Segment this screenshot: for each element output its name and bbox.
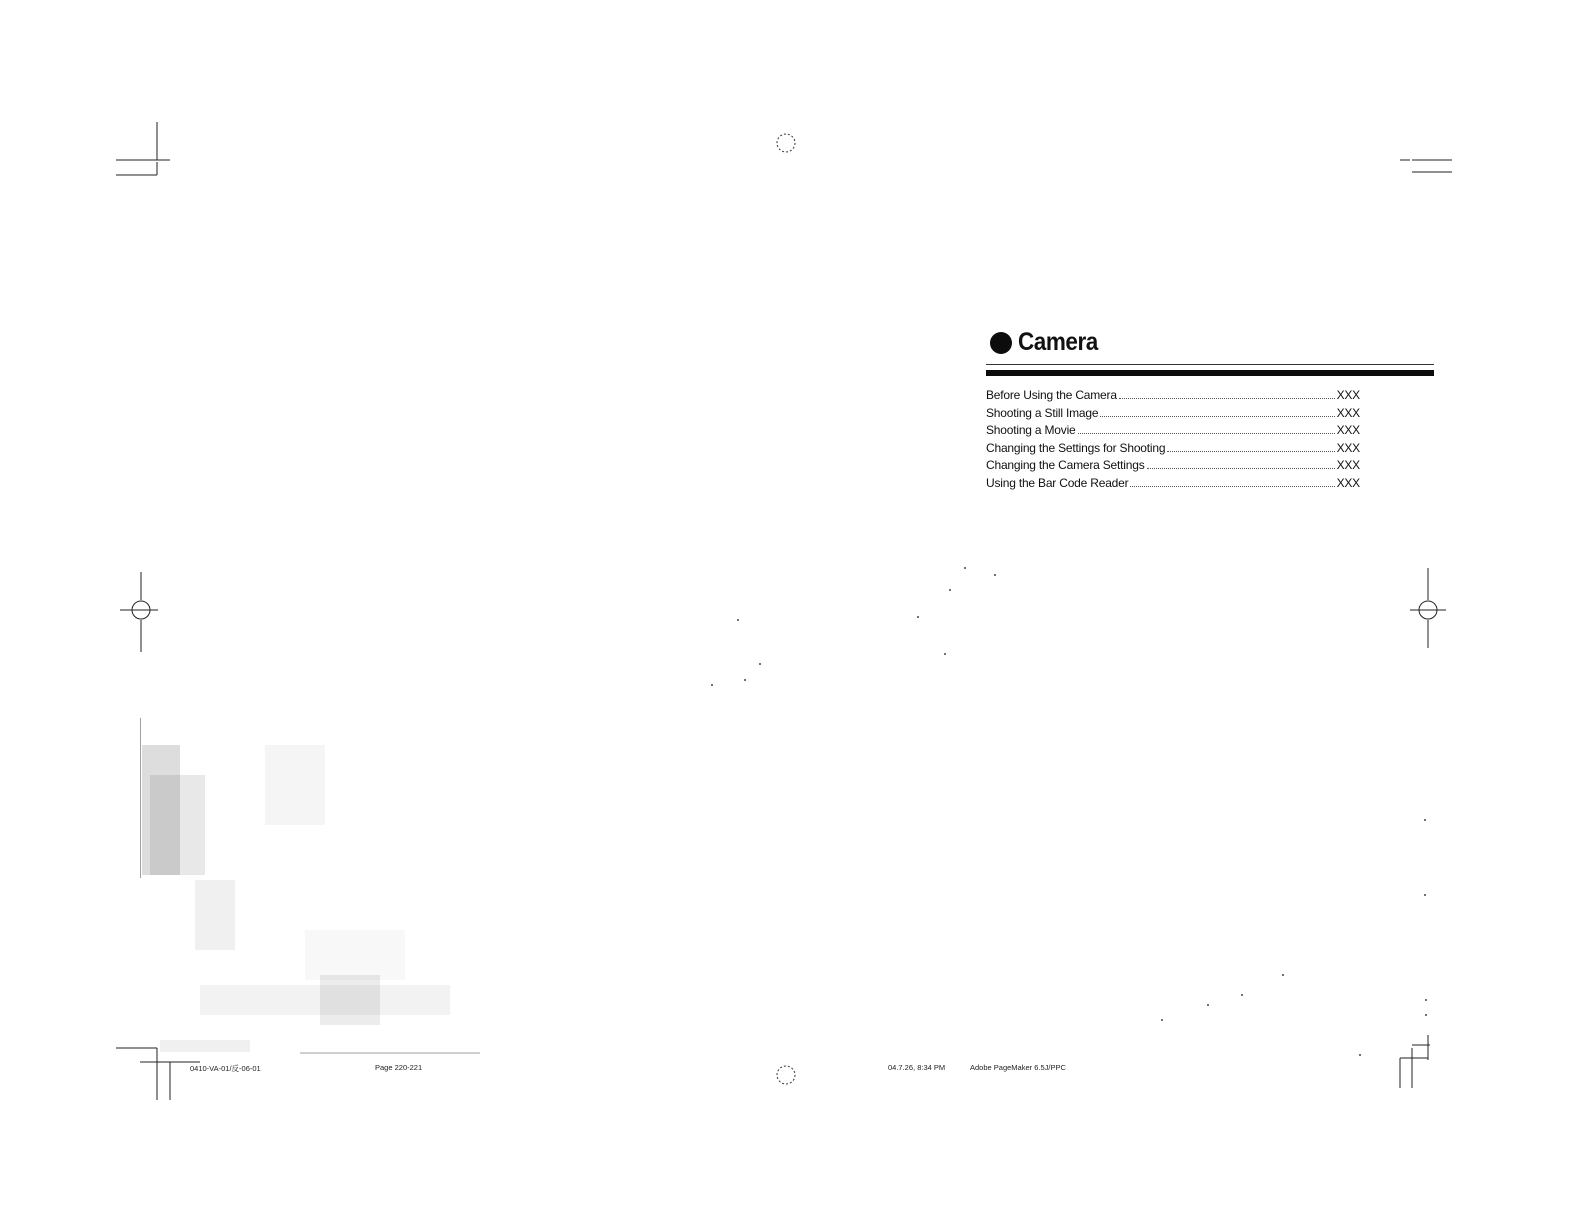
toc-entry-label: Shooting a Movie [986,423,1076,437]
dot-leader [1100,415,1334,417]
toc-entry[interactable] [986,406,1360,424]
slug-timestamp: 04.7.26, 8:34 PM [888,1063,946,1072]
toc-entry-page: XXX [1336,458,1360,472]
toc-entry[interactable] [986,441,1360,459]
table-of-contents [986,388,1360,493]
toc-entry[interactable] [986,388,1360,406]
slug-application: Adobe PageMaker 6.5J/PPC [970,1063,1066,1072]
toc-entry-page: XXX [1336,405,1360,420]
heading-rule-thin [986,364,1434,365]
slug-page-range: Page 220-221 [375,1063,423,1072]
registration-mark [777,1066,795,1084]
slug-file-id: 0410-VA-01/反-06-01 [190,1064,261,1073]
heading-rule-thick [986,370,1434,376]
toc-entry-label: Changing the Settings for Shooting [986,440,1166,455]
dot-leader [1078,432,1335,434]
toc-entry[interactable] [986,423,1360,441]
dot-leader [1130,485,1334,487]
toc-entry-label: Shooting a Still Image [986,405,1099,420]
registration-mark [777,134,795,152]
toc-entry-page: XXX [1336,423,1360,437]
dot-leader [1167,450,1334,452]
dot-leader [1119,397,1335,399]
dot-leader [1147,467,1335,469]
toc-entry-label: Changing the Camera Settings [986,458,1145,472]
section-title: Camera [1018,328,1098,356]
toc-entry[interactable] [986,476,1360,494]
filled-circle-icon [990,332,1012,354]
scan-noise [140,567,1427,1056]
section-heading [990,330,1107,355]
toc-entry-page: XXX [1336,440,1360,455]
toc-entry[interactable] [986,458,1360,476]
toc-entry-page: XXX [1336,475,1360,490]
toc-entry-label: Before Using the Camera [986,388,1117,402]
toc-entry-label: Using the Bar Code Reader [986,475,1129,490]
toc-entry-page: XXX [1336,388,1360,402]
